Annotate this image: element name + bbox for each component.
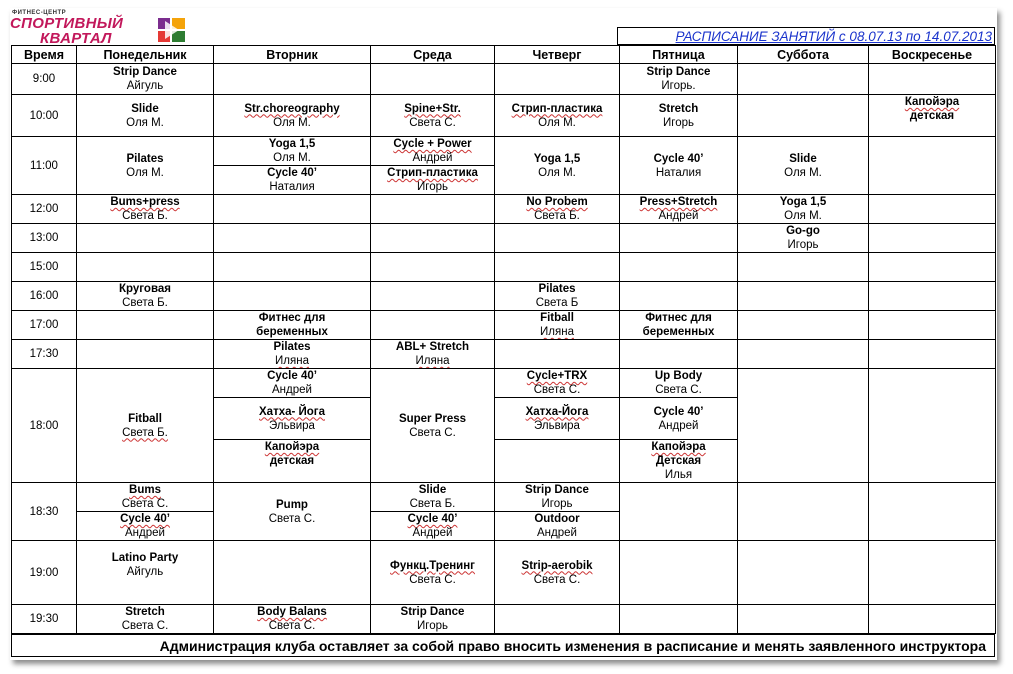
header-row [12, 46, 996, 64]
trainer-name: Света С. [268, 512, 316, 525]
header-wednesday: Среда [371, 46, 495, 64]
class-name: Pilates [538, 283, 576, 295]
trainer-name: Света С. [409, 426, 456, 439]
class-name: Latino Party [111, 552, 179, 564]
table-row [12, 369, 996, 398]
trainer-name: Оля М. [538, 116, 576, 129]
empty-cell [620, 483, 738, 541]
class-name: Капойэра [264, 441, 320, 453]
class-name: Strip-aerobik [521, 559, 593, 572]
schedule-title[interactable]: РАСПИСАНИЕ ЗАНЯТИЙ с 08.07.13 по 14.07.2013 [617, 27, 995, 45]
class-cell [77, 483, 214, 512]
class-name: Strip Dance [400, 606, 465, 618]
class-cell [495, 137, 620, 195]
class-name: Cycle+TRX [526, 370, 588, 382]
logo-caption: ФИТНЕС-ЦЕНТР [12, 10, 67, 16]
disclaimer-footer: Администрация клуба оставляет за собой право вносить изменения в расписание и менять заявленного инструктора [11, 634, 995, 657]
class-cell [371, 137, 495, 166]
empty-cell [620, 224, 738, 253]
empty-cell [738, 541, 869, 605]
class-name: Cycle 40’ [653, 405, 704, 418]
empty-cell [495, 440, 620, 483]
class-name: Хатха- Йога [259, 405, 325, 418]
class-cell [214, 483, 371, 541]
trainer-name: Света Б. [122, 297, 168, 309]
header-sunday: Воскресенье [869, 46, 996, 64]
class-name: Go-go [786, 225, 820, 237]
class-name: Yoga 1,5 [268, 138, 316, 150]
class-cell [620, 398, 738, 440]
empty-cell [738, 340, 869, 369]
class-name: Капойэра [904, 96, 960, 108]
trainer-name: Илья [664, 469, 693, 481]
table-row [12, 195, 996, 224]
trainer-name: Игорь [787, 239, 819, 251]
empty-cell [738, 64, 869, 95]
trainer-name: Оля М. [273, 116, 311, 129]
class-cell [371, 95, 495, 137]
time-cell: 18:30 [12, 483, 77, 541]
class-name: Bums [129, 484, 161, 496]
empty-cell [869, 195, 996, 224]
class-name: Slide [789, 152, 817, 165]
empty-cell [869, 253, 996, 282]
trainer-name: Света Б [535, 297, 579, 309]
trainer-name: Оля М. [126, 166, 164, 179]
empty-cell [77, 224, 214, 253]
time-cell: 13:00 [12, 224, 77, 253]
class-name: Cycle 40’ [267, 370, 317, 382]
trainer-name: Оля М. [126, 116, 164, 129]
class-cell [620, 440, 738, 483]
trainer-name: Наталия [269, 181, 315, 193]
empty-cell [371, 253, 495, 282]
class-cell [495, 541, 620, 605]
class-cell [371, 541, 495, 605]
trainer-name: Игорь [417, 620, 448, 632]
trainer-name: Света Б. [534, 210, 580, 222]
class-cell [620, 311, 738, 340]
empty-cell [869, 224, 996, 253]
class-cell [371, 166, 495, 195]
empty-cell [869, 483, 996, 541]
trainer-name: Оля М. [273, 152, 311, 164]
class-cell [214, 605, 371, 634]
trainer-name: Айгуль [126, 566, 164, 578]
time-cell: 10:00 [12, 95, 77, 137]
trainer-name: Андрей [412, 152, 453, 164]
empty-cell [214, 224, 371, 253]
empty-cell [869, 605, 996, 634]
class-name: ABL+ Stretch [395, 341, 470, 353]
logo-text-line1: СПОРТИВНЫЙ [10, 15, 124, 32]
empty-cell [495, 340, 620, 369]
trainer-name: Оля М. [784, 210, 822, 222]
time-cell: 15:00 [12, 253, 77, 282]
empty-cell [77, 340, 214, 369]
empty-cell [214, 541, 371, 605]
class-name: Стрип-пластика [511, 102, 603, 115]
trainer-name: Света С. [409, 573, 456, 586]
empty-cell [77, 253, 214, 282]
empty-cell [620, 340, 738, 369]
empty-cell [495, 224, 620, 253]
trainer-name: Андрей [658, 419, 699, 432]
empty-cell [738, 311, 869, 340]
time-cell: 12:00 [12, 195, 77, 224]
class-name: Stretch [658, 102, 699, 115]
trainer-name: Иляна [275, 355, 309, 367]
table-row [12, 340, 996, 369]
class-subtitle: детская [269, 455, 315, 467]
class-name: Slide [418, 484, 447, 496]
empty-cell [869, 541, 996, 605]
class-cell [214, 311, 371, 340]
time-cell: 19:00 [12, 541, 77, 605]
trainer-name: Андрей [537, 527, 577, 539]
time-cell: 11:00 [12, 137, 77, 195]
table-row [12, 605, 996, 634]
trainer-name: Игорь. [661, 80, 696, 92]
trainer-name: Света С. [121, 620, 169, 632]
class-name: Круговая [119, 283, 171, 295]
class-name: No Probem [526, 196, 588, 208]
class-name: Pilates [126, 152, 164, 165]
trainer-name: Света С. [533, 384, 581, 396]
empty-cell [620, 605, 738, 634]
time-cell: 19:30 [12, 605, 77, 634]
class-cell [620, 195, 738, 224]
class-cell [77, 512, 214, 541]
empty-cell [869, 64, 996, 95]
class-cell [371, 512, 495, 541]
table-row [12, 253, 996, 282]
class-cell [77, 282, 214, 311]
trainer-name: Света С. [655, 384, 702, 396]
class-cell [620, 64, 738, 95]
empty-cell [371, 311, 495, 340]
empty-cell [214, 64, 371, 95]
empty-cell [869, 282, 996, 311]
class-cell [495, 483, 620, 512]
class-cell [77, 64, 214, 95]
empty-cell [738, 369, 869, 483]
empty-cell [214, 195, 371, 224]
class-cell [214, 440, 371, 483]
class-cell [869, 95, 996, 137]
class-name: Фитнес для [645, 312, 712, 324]
table-row [12, 282, 996, 311]
table-row [12, 483, 996, 512]
empty-cell [371, 195, 495, 224]
trainer-name: Оля М. [784, 166, 822, 179]
time-cell: 17:30 [12, 340, 77, 369]
class-cell [214, 398, 371, 440]
class-cell [620, 95, 738, 137]
class-name: Spine+Str. [404, 102, 461, 115]
header-time: Время [12, 46, 77, 64]
class-cell [371, 605, 495, 634]
class-name: Stretch [125, 606, 165, 618]
empty-cell [495, 64, 620, 95]
trainer-name: Света С. [533, 573, 581, 586]
class-cell [495, 95, 620, 137]
class-cell [495, 311, 620, 340]
empty-cell [738, 282, 869, 311]
class-name: Pilates [273, 341, 311, 353]
table-row [12, 224, 996, 253]
class-name: Yoga 1,5 [533, 152, 581, 165]
time-cell: 18:00 [12, 369, 77, 483]
class-name: Bums+press [110, 196, 180, 208]
class-name: Pump [276, 498, 308, 511]
empty-cell [869, 137, 996, 195]
empty-cell [738, 95, 869, 137]
class-cell [214, 137, 371, 166]
class-cell [77, 195, 214, 224]
class-name: Стрип-пластика [387, 167, 478, 179]
empty-cell [869, 311, 996, 340]
class-cell [371, 483, 495, 512]
header-thursday: Четверг [495, 46, 620, 64]
trainer-name: Наталия [655, 166, 702, 179]
empty-cell [620, 541, 738, 605]
empty-cell [869, 369, 996, 483]
time-cell: 16:00 [12, 282, 77, 311]
table-row [12, 95, 996, 137]
class-name: Fitball [128, 412, 162, 425]
class-cell [371, 369, 495, 483]
class-cell [371, 340, 495, 369]
class-name: Str.choreography [244, 102, 340, 115]
trainer-name: Света Б. [409, 498, 456, 510]
class-name: Cycle 40’ [267, 167, 317, 179]
header-tuesday: Вторник [214, 46, 371, 64]
schedule-table [11, 45, 996, 634]
class-name: Yoga 1,5 [779, 196, 827, 208]
trainer-name: Игорь [663, 116, 694, 129]
class-name: Slide [131, 102, 159, 115]
logo [10, 10, 190, 47]
trainer-name: Андрей [412, 527, 453, 539]
class-name: Cycle 40’ [407, 513, 458, 525]
class-cell [495, 195, 620, 224]
trainer-name: Андрей [125, 527, 165, 539]
trainer-name: Андрей [272, 384, 312, 396]
class-name: Strip Dance [113, 66, 177, 78]
class-name: Капойэра [651, 441, 706, 453]
logo-mark-icon [157, 17, 187, 43]
trainer-name: Света Б. [122, 210, 168, 222]
class-cell [214, 95, 371, 137]
class-name: Body Balans [257, 606, 327, 618]
trainer-name: Иляна [540, 326, 574, 338]
class-name: Up Body [654, 370, 703, 382]
class-cell [77, 95, 214, 137]
empty-cell [371, 224, 495, 253]
class-cell [495, 369, 620, 398]
class-subtitle: детская [909, 110, 955, 122]
empty-cell [77, 311, 214, 340]
empty-cell [371, 282, 495, 311]
trainer-name: Игорь [541, 498, 573, 510]
trainer-name: Света С. [121, 498, 169, 510]
table-row [12, 64, 996, 95]
class-name: Super Press [398, 412, 467, 425]
empty-cell [738, 253, 869, 282]
class-cell [495, 282, 620, 311]
class-cell [620, 137, 738, 195]
time-cell: 9:00 [12, 64, 77, 95]
class-name: Press+Stretch [639, 196, 718, 208]
trainer-name: Оля М. [538, 166, 576, 179]
empty-cell [371, 64, 495, 95]
header-friday: Пятница [620, 46, 738, 64]
empty-cell [738, 605, 869, 634]
time-cell: 17:00 [12, 311, 77, 340]
empty-cell [738, 483, 869, 541]
trainer-name: Игорь [417, 181, 448, 193]
empty-cell [495, 253, 620, 282]
trainer-name: Иляна [415, 355, 450, 367]
trainer-name: Света С. [268, 620, 316, 632]
trainer-name: Эльвира [269, 419, 315, 432]
table-row [12, 311, 996, 340]
class-cell [620, 369, 738, 398]
table-row [12, 541, 996, 605]
class-cell [214, 369, 371, 398]
class-name: Cycle 40’ [653, 152, 704, 165]
class-name: Cycle + Power [393, 138, 472, 150]
class-cell [738, 224, 869, 253]
class-cell [77, 137, 214, 195]
trainer-name: Айгуль [126, 80, 164, 92]
trainer-name: Света С. [409, 116, 456, 129]
class-subtitle: беременных [642, 326, 715, 338]
class-cell [738, 195, 869, 224]
empty-cell [214, 282, 371, 311]
class-name: Cycle 40’ [120, 513, 170, 525]
empty-cell [869, 340, 996, 369]
empty-cell [495, 605, 620, 634]
class-name: Strip Dance [525, 484, 589, 496]
class-subtitle: Детская [655, 455, 702, 467]
class-cell [738, 137, 869, 195]
header-monday: Понедельник [77, 46, 214, 64]
trainer-name: Андрей [658, 210, 699, 222]
header-saturday: Суббота [738, 46, 869, 64]
table-row [12, 137, 996, 166]
class-cell [77, 369, 214, 483]
trainer-name: Света Б. [122, 426, 168, 439]
class-name: Outdoor [534, 513, 580, 525]
empty-cell [620, 282, 738, 311]
class-name: Strip Dance [646, 66, 711, 78]
class-cell [214, 340, 371, 369]
trainer-name: Эльвира [534, 419, 580, 432]
class-cell [77, 605, 214, 634]
class-name: Фитнес для [258, 312, 326, 324]
class-subtitle: беременных [256, 326, 328, 338]
class-name: Функц.Тренинг [390, 559, 475, 572]
class-name: Хатха-Йога [525, 405, 589, 418]
logo-text-line2: КВАРТАЛ [40, 30, 112, 47]
empty-cell [214, 253, 371, 282]
class-cell [214, 166, 371, 195]
class-cell [495, 512, 620, 541]
class-name: Fitball [540, 312, 574, 324]
class-cell [495, 398, 620, 440]
class-cell [77, 541, 214, 605]
empty-cell [620, 253, 738, 282]
